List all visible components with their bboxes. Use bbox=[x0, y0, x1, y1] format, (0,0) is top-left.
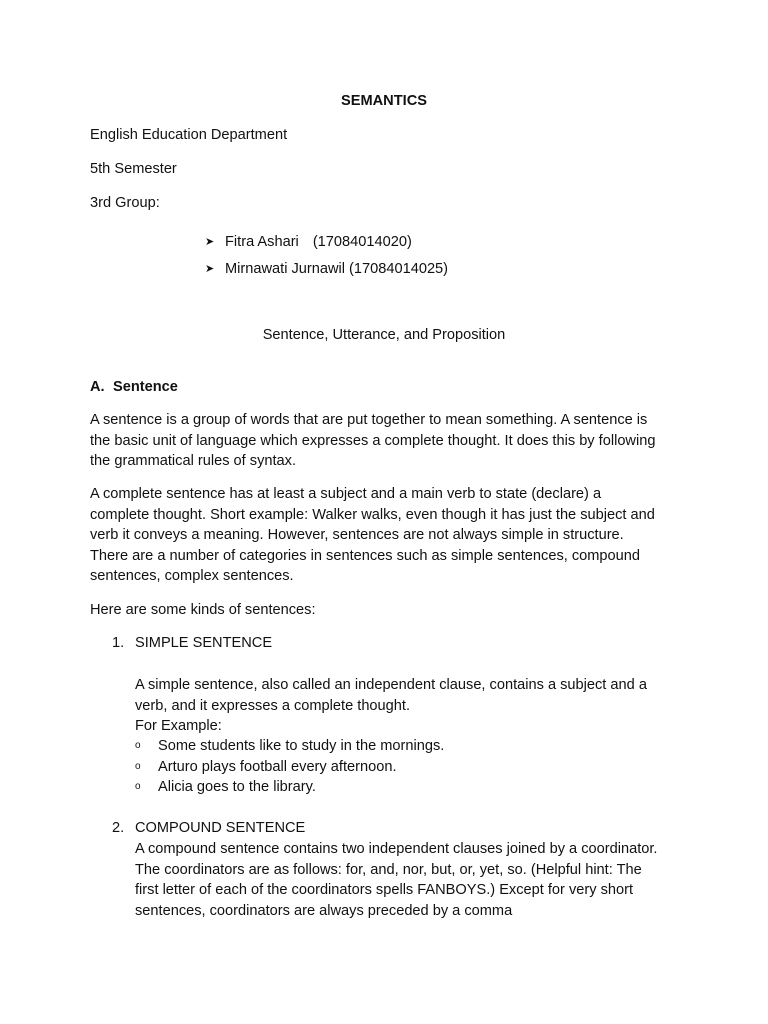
example-text: Some students like to study in the mornings. bbox=[158, 738, 445, 754]
paragraph-line: complete thought. Short example: Walker walks, even though it has just the subject and bbox=[90, 506, 655, 523]
example-text: Alicia goes to the library. bbox=[158, 779, 316, 795]
kind-description bbox=[135, 675, 695, 737]
list-item-label: COMPOUND SENTENCE bbox=[135, 820, 306, 836]
paragraph bbox=[90, 410, 690, 472]
list-number: 1. bbox=[112, 635, 125, 651]
paragraph-line: the grammatical rules of syntax. bbox=[90, 453, 297, 469]
member-name: Mirnawati Jurnawil bbox=[225, 261, 346, 277]
paragraph-line: sentences, complex sentences. bbox=[90, 568, 294, 584]
description-line: verb, and it expresses a complete thought. bbox=[135, 697, 411, 714]
example-item bbox=[135, 757, 397, 778]
example-item bbox=[135, 777, 316, 798]
example-text: Arturo plays football every afternoon. bbox=[158, 759, 397, 775]
paragraph-line: A sentence is a group of words that are put together to mean something. A sentence is bbox=[90, 412, 648, 428]
member-item bbox=[205, 259, 448, 280]
group-line: 3rd Group: bbox=[90, 195, 160, 211]
list-number: 2. bbox=[112, 820, 125, 836]
list-item bbox=[112, 818, 305, 839]
circle-bullet-icon: o bbox=[135, 781, 141, 792]
paragraph-line: A complete sentence has at least a subject and a main verb to state (declare) a bbox=[90, 486, 602, 502]
member-item bbox=[205, 232, 412, 253]
list-item-label: SIMPLE SENTENCE bbox=[135, 635, 273, 651]
circle-bullet-icon: o bbox=[135, 761, 141, 772]
description-line: A compound sentence contains two independent clauses joined by a coordinator. bbox=[135, 841, 658, 857]
example-label: For Example: bbox=[135, 718, 222, 734]
arrow-bullet-icon: ➤ bbox=[205, 263, 215, 275]
description-line: The coordinators are as follows: for, and, nor, but, or, yet, so. (Helpful hint: The bbox=[135, 861, 642, 878]
paragraph-line: There are a number of categories in sentences such as simple sentences, compound bbox=[90, 547, 641, 564]
paragraph-line: verb it conveys a meaning. However, sentences are not always simple in structure. bbox=[90, 527, 624, 543]
section-heading bbox=[90, 377, 178, 398]
circle-bullet-icon: o bbox=[135, 740, 141, 751]
kind-description bbox=[135, 839, 695, 921]
kinds-intro: Here are some kinds of sentences: bbox=[90, 602, 316, 618]
description-line: sentences, coordinators are always preceded by a comma bbox=[135, 902, 513, 919]
description-line: first letter of each of the coordinators spells FANBOYS.) Except for very short bbox=[135, 882, 634, 898]
description-line: A simple sentence, also called an independent clause, contains a subject and a bbox=[135, 677, 647, 693]
document-title: SEMANTICS bbox=[341, 93, 427, 109]
document-subtitle: Sentence, Utterance, and Proposition bbox=[262, 327, 506, 343]
member-id: (17084014020) bbox=[312, 234, 412, 250]
section-letter: A. bbox=[90, 379, 105, 395]
example-item bbox=[135, 736, 444, 757]
list-item bbox=[112, 633, 272, 654]
arrow-bullet-icon: ➤ bbox=[205, 236, 215, 248]
paragraph bbox=[90, 484, 690, 587]
member-id: (17084014025) bbox=[349, 261, 449, 277]
paragraph-line: the basic unit of language which expresses a complete thought. It does this by following bbox=[90, 432, 656, 449]
member-name: Fitra Ashari bbox=[225, 234, 299, 250]
semester-line: 5th Semester bbox=[90, 161, 177, 177]
department-line: English Education Department bbox=[90, 127, 288, 143]
section-heading-text: Sentence bbox=[113, 379, 178, 395]
